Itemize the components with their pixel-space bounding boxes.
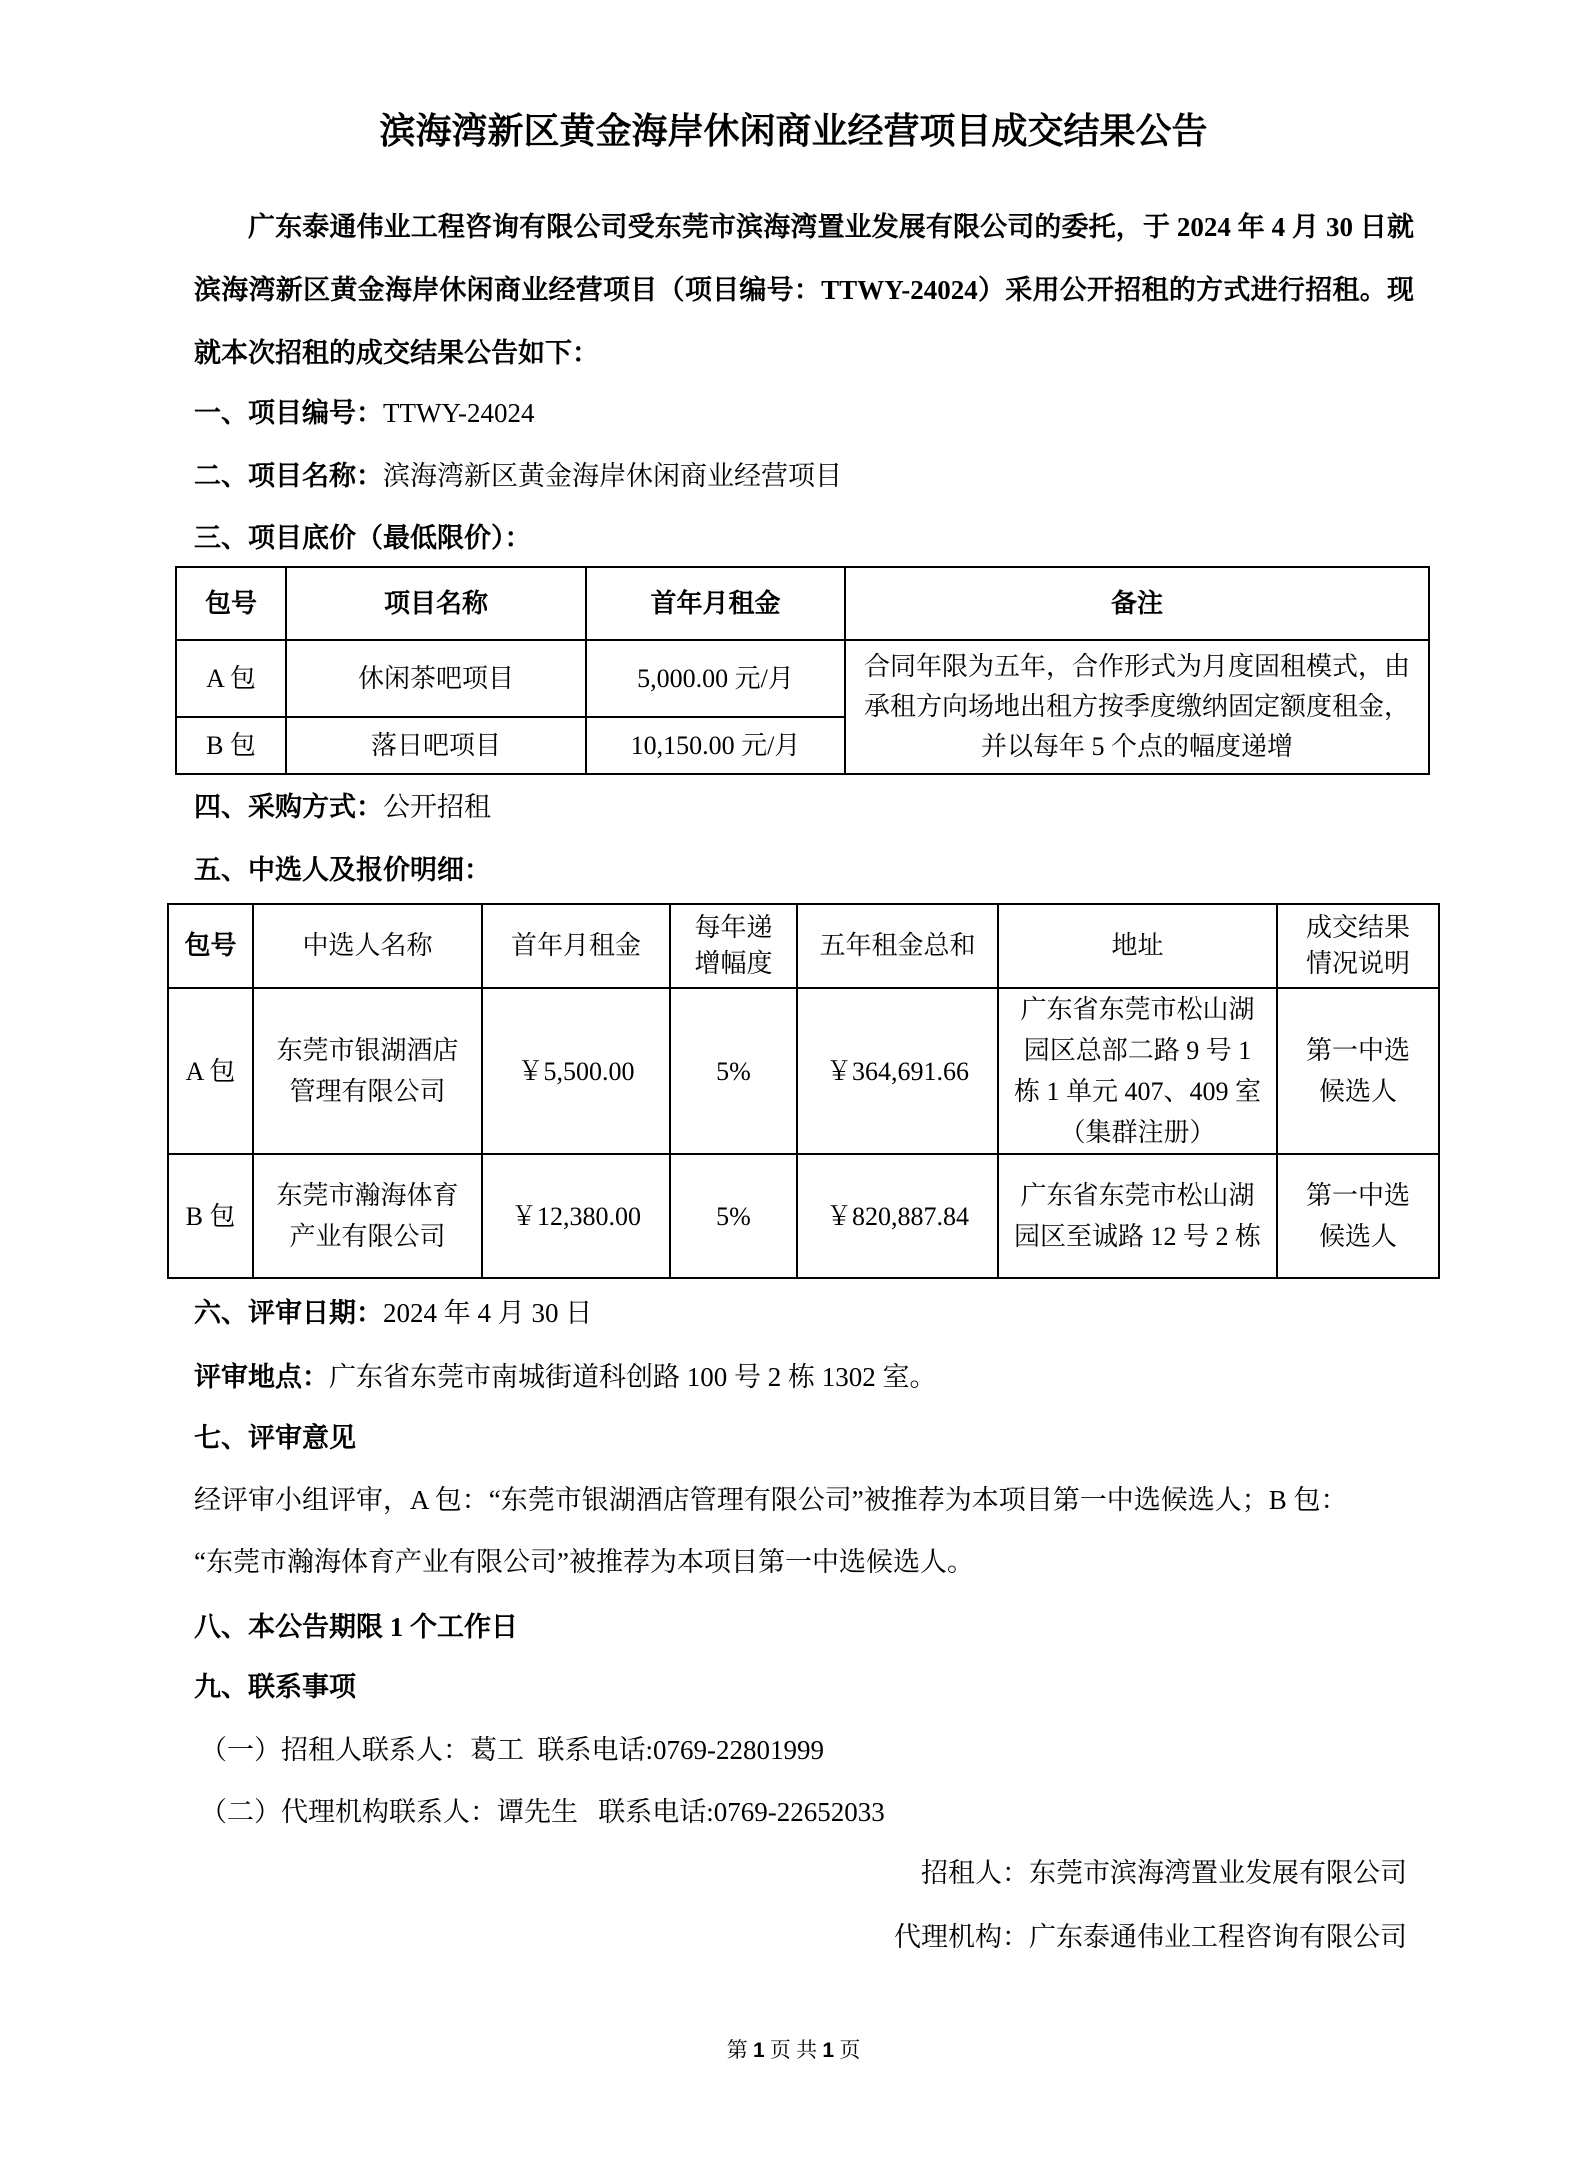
section-label: 一、项目编号： bbox=[194, 398, 383, 428]
note-cell: 合同年限为五年，合作形式为月度固租模式，由承租方向场地出租方按季度缴纳固定额度租金，并以每年 5 个点的幅度递增 bbox=[845, 640, 1429, 774]
lessor-signature: 招租人：东莞市滨海湾置业发展有限公司 bbox=[921, 1858, 1407, 1888]
table-header-row bbox=[176, 567, 1429, 640]
project-name-cell: 落日吧项目 bbox=[286, 717, 586, 774]
agency-signature: 代理机构：广东泰通伟业工程咨询有限公司 bbox=[894, 1922, 1407, 1952]
header-cell: 备注 bbox=[845, 567, 1429, 640]
result-cell: 第一中选候选人 bbox=[1277, 1154, 1439, 1278]
review-date-value: 2024 年 4 月 30 日 bbox=[383, 1298, 593, 1328]
review-opinion-line: “东莞市瀚海体育产业有限公司”被推荐为本项目第一中选候选人。 bbox=[194, 1547, 974, 1577]
package-cell: A 包 bbox=[176, 640, 286, 717]
table-header-row bbox=[168, 904, 1439, 988]
section-review-opinion: 七、评审意见 bbox=[194, 1423, 356, 1453]
current-page: 1 bbox=[752, 2039, 765, 2062]
page-suffix: 页 bbox=[839, 2038, 861, 2062]
header-cell: 首年月租金 bbox=[482, 904, 670, 988]
section-notice-period: 八、本公告期限 1 个工作日 bbox=[194, 1612, 518, 1642]
increase-cell: 5% bbox=[670, 988, 797, 1154]
header-cell: 包号 bbox=[168, 904, 253, 988]
header-cell: 成交结果情况说明 bbox=[1277, 904, 1439, 988]
rent-cell: ￥12,380.00 bbox=[482, 1154, 670, 1278]
base-price-table bbox=[175, 566, 1430, 775]
result-cell: 第一中选候选人 bbox=[1277, 988, 1439, 1154]
increase-cell: 5% bbox=[670, 1154, 797, 1278]
total-cell: ￥364,691.66 bbox=[797, 988, 998, 1154]
review-location-value: 广东省东莞市南城街道科创路 100 号 2 栋 1302 室。 bbox=[329, 1362, 937, 1392]
section-review-location bbox=[194, 1359, 937, 1395]
total-cell: ￥820,887.84 bbox=[797, 1154, 998, 1278]
section-label: 六、评审日期： bbox=[194, 1298, 383, 1328]
section-review-date bbox=[194, 1295, 592, 1331]
header-cell: 地址 bbox=[998, 904, 1277, 988]
table-row bbox=[168, 988, 1439, 1154]
project-name-cell: 休闲茶吧项目 bbox=[286, 640, 586, 717]
intro-paragraph: 广东泰通伟业工程咨询有限公司受东莞市滨海湾置业发展有限公司的委托，于 2024 年 4 月 30 日就滨海湾新区黄金海岸休闲商业经营项目（项目编号：TTWY-24024）采用公开招租的方式进行招租。现就本次招租的成交结果公告如下： bbox=[194, 212, 1414, 368]
winner-name-cell: 东莞市银湖酒店管理有限公司 bbox=[253, 988, 482, 1154]
package-cell: B 包 bbox=[168, 1154, 253, 1278]
package-cell: A 包 bbox=[168, 988, 253, 1154]
package-cell: B 包 bbox=[176, 717, 286, 774]
lessor-contact: （一）招租人联系人：葛工 联系电话:0769-22801999 bbox=[200, 1735, 824, 1765]
header-cell: 包号 bbox=[176, 567, 286, 640]
address-cell: 广东省东莞市松山湖园区至诚路 12 号 2 栋 bbox=[998, 1154, 1277, 1278]
page-title: 滨海湾新区黄金海岸休闲商业经营项目成交结果公告 bbox=[379, 111, 1208, 151]
table-row bbox=[168, 1154, 1439, 1278]
project-number-value: TTWY-24024 bbox=[383, 398, 535, 428]
section-label: 四、采购方式： bbox=[194, 792, 383, 822]
agency-contact: （二）代理机构联系人：谭先生 联系电话:0769-22652033 bbox=[200, 1797, 885, 1827]
address-cell: 广东省东莞市松山湖园区总部二路 9 号 1 栋 1 单元 407、409 室（集群注册） bbox=[998, 988, 1277, 1154]
section-contacts: 九、联系事项 bbox=[194, 1672, 356, 1702]
header-cell: 项目名称 bbox=[286, 567, 586, 640]
rent-cell: 5,000.00 元/月 bbox=[586, 640, 845, 717]
header-cell: 中选人名称 bbox=[253, 904, 482, 988]
header-cell: 五年租金总和 bbox=[797, 904, 998, 988]
section-procurement-method bbox=[194, 789, 491, 825]
page-number bbox=[0, 2036, 1587, 2065]
section-project-name bbox=[194, 458, 842, 494]
header-cell: 首年月租金 bbox=[586, 567, 845, 640]
section-winners: 五、中选人及报价明细： bbox=[194, 855, 491, 885]
review-opinion-line: 经评审小组评审，A 包：“东莞市银湖酒店管理有限公司”被推荐为本项目第一中选候选人；B 包： bbox=[194, 1485, 1348, 1515]
project-name-value: 滨海湾新区黄金海岸休闲商业经营项目 bbox=[383, 461, 842, 491]
winner-name-cell: 东莞市瀚海体育产业有限公司 bbox=[253, 1154, 482, 1278]
page-middle: 页 共 bbox=[769, 2038, 818, 2062]
rent-cell: ￥5,500.00 bbox=[482, 988, 670, 1154]
section-base-price: 三、项目底价（最低限价）： bbox=[194, 523, 532, 553]
winners-table bbox=[167, 903, 1440, 1279]
section-project-number bbox=[194, 395, 534, 431]
page-prefix: 第 bbox=[726, 2038, 748, 2062]
section-label: 评审地点： bbox=[194, 1362, 329, 1392]
table-row bbox=[176, 640, 1429, 717]
total-pages: 1 bbox=[822, 2039, 835, 2062]
rent-cell: 10,150.00 元/月 bbox=[586, 717, 845, 774]
section-label: 二、项目名称： bbox=[194, 461, 383, 491]
header-cell: 每年递增幅度 bbox=[670, 904, 797, 988]
procurement-method-value: 公开招租 bbox=[383, 792, 491, 822]
